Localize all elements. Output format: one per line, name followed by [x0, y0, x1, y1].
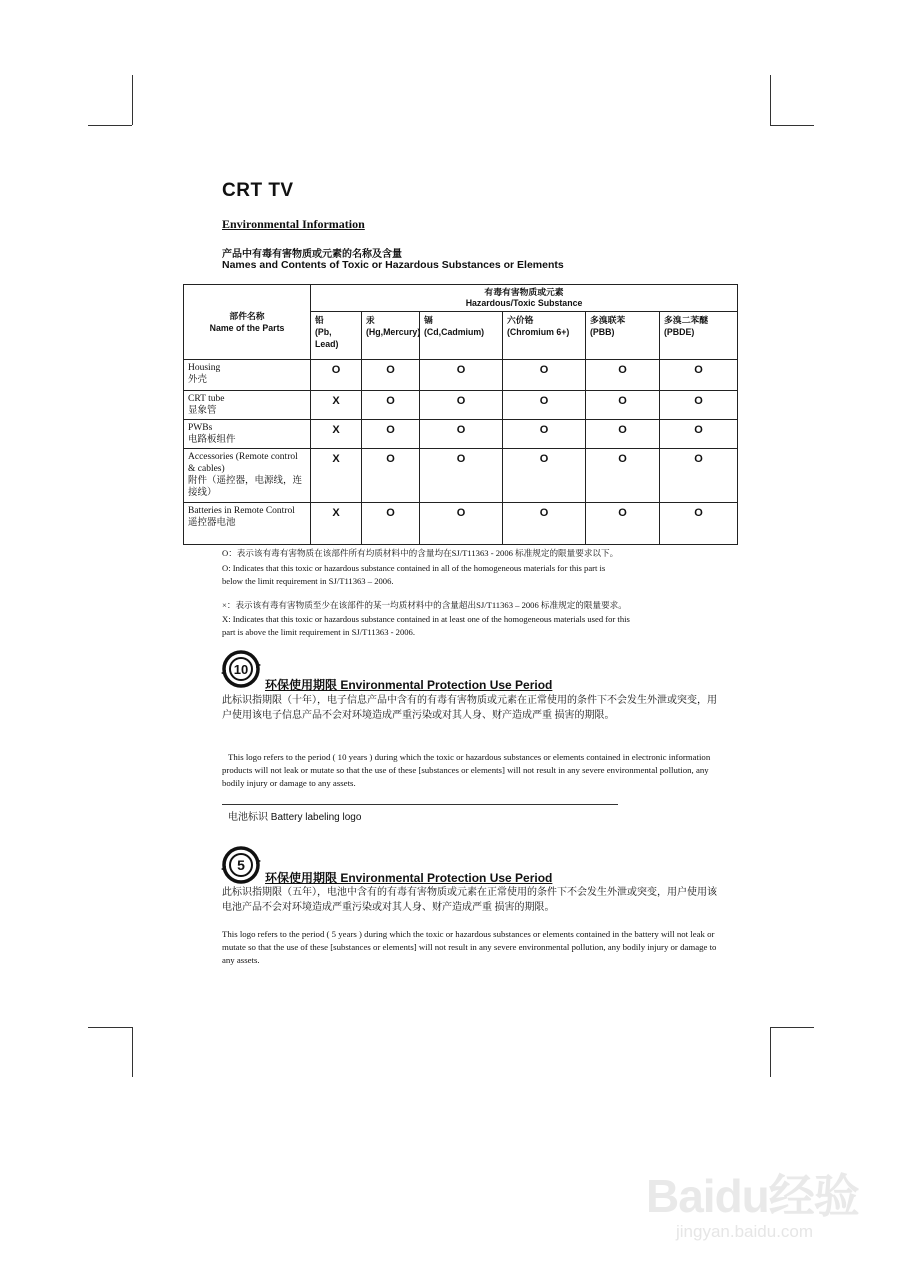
epup-5-icon	[219, 845, 263, 885]
substance-value-cell: O	[420, 449, 503, 503]
table-row	[184, 503, 738, 545]
parts-header-cn: 部件名称	[229, 311, 265, 321]
part-name-en: CRT tube	[188, 394, 225, 404]
crop-mark	[770, 125, 814, 126]
table-row	[184, 420, 738, 449]
part-name-cn: 附件（遥控器，电源线，连接线）	[188, 476, 303, 498]
column-header-cn: 六价铬	[507, 315, 534, 325]
substance-value-cell: O	[660, 391, 738, 420]
substance-value-cell: O	[586, 503, 660, 545]
substance-value-cell: O	[362, 391, 420, 420]
part-name-cell	[184, 360, 311, 391]
crop-mark	[88, 125, 132, 126]
parts-header	[184, 285, 311, 360]
divider	[222, 804, 618, 805]
epup-5-en: This logo refers to the period ( 5 years ) during which the toxic or hazardous substances or elements contained in the battery will not leak or mutate so that the use of these [substances or elements] will not result in any severe environmental pollution, any bodily injury or damage to any assets.	[222, 929, 717, 965]
column-header-en: (Chromium 6+)	[507, 327, 570, 337]
crop-mark	[770, 75, 771, 125]
substance-value-cell: O	[586, 360, 660, 391]
crop-mark	[88, 1027, 132, 1028]
column-header-cn: 多溴联苯	[590, 315, 626, 325]
substance-value-cell: O	[503, 391, 586, 420]
column-header-en: (PBB)	[590, 327, 615, 337]
epup-10-icon	[219, 649, 263, 689]
epup-10-cn: 此标识指期限（十年），电子信息产品中含有的有毒有害物质或元素在正常使用的条件下不会发生外泄或突变，用户使用该电子信息产品不会对环境造成严重污染或对其人身、财产造成严重 损害的期限。	[222, 695, 717, 721]
column-header	[362, 312, 420, 360]
column-header	[420, 312, 503, 360]
group-header-en: Hazardous/Toxic Substance	[465, 298, 583, 308]
epup-10-badge: 10	[233, 662, 249, 677]
substance-value-cell: O	[503, 360, 586, 391]
battery-label: 电池标识 Battery labeling logo	[228, 812, 362, 823]
crop-mark	[770, 1027, 814, 1028]
substance-value-cell: O	[586, 449, 660, 503]
note-x-en: X: Indicates that this toxic or hazardous substance contained in at least one of the homogeneous materials used for this part is above the limit requirement in SJ/T11363 - 2006.	[222, 614, 630, 637]
table-row	[184, 449, 738, 503]
substance-value-cell: O	[420, 503, 503, 545]
substance-value-cell: O	[503, 449, 586, 503]
group-header-cn: 有毒有害物质或元素	[484, 287, 564, 297]
parts-header-en: Name of the Parts	[209, 323, 285, 333]
substance-value-cell: O	[362, 420, 420, 449]
epup-10-title: 环保使用期限 Environmental Protection Use Period	[265, 678, 553, 692]
part-name-cell	[184, 420, 311, 449]
column-header-en: (Cd,Cadmium)	[424, 327, 485, 337]
watermark-url: jingyan.baidu.com	[676, 1222, 814, 1241]
group-header	[311, 285, 738, 312]
substance-value-cell: O	[660, 449, 738, 503]
substance-value-cell: X	[311, 449, 362, 503]
intro-cn: 产品中有毒有害物质或元素的名称及含量	[222, 249, 402, 260]
part-name-en: Batteries in Remote Control	[188, 506, 295, 516]
epup-5-badge: 5	[237, 857, 245, 873]
substance-value-cell: O	[420, 360, 503, 391]
column-header	[311, 312, 362, 360]
epup-10-en: This logo refers to the period ( 10 years ) during which the toxic or hazardous substances or elements contained in electronic information products will not leak or mutate so that the use of these [substances or elements] will not result in any severe environmental pollution, any bodily injury or damage to any assets.	[222, 752, 711, 788]
substance-value-cell: O	[420, 391, 503, 420]
substance-value-cell: O	[311, 360, 362, 391]
section-heading: Environmental Information	[222, 217, 365, 231]
substance-value-cell: O	[660, 360, 738, 391]
part-name-en: PWBs	[188, 423, 213, 433]
column-header-en: (PBDE)	[664, 327, 695, 337]
table-row	[184, 360, 738, 391]
part-name-cn: 遥控器电池	[188, 518, 236, 528]
substance-value-cell: O	[660, 420, 738, 449]
part-name-cn: 电路板组件	[188, 435, 236, 445]
substance-value-cell: O	[362, 503, 420, 545]
substance-value-cell: X	[311, 420, 362, 449]
column-header-en: (Hg,Mercury)	[366, 327, 421, 337]
substance-value-cell: X	[311, 503, 362, 545]
part-name-cn: 显象管	[188, 406, 217, 416]
substance-value-cell: O	[660, 503, 738, 545]
substance-value-cell: O	[362, 449, 420, 503]
substance-value-cell: O	[362, 360, 420, 391]
note-o-cn: O：表示该有毒有害物质在该部件所有均质材料中的含量均在SJ/T11363 - 2006 标准规定的限量要求以下。	[222, 548, 619, 558]
column-header-en: (Pb, Lead)	[315, 327, 339, 349]
substance-value-cell: O	[503, 503, 586, 545]
intro-en: Names and Contents of Toxic or Hazardous Substances or Elements	[222, 259, 564, 271]
note-x-cn: ×：表示该有毒有害物质至少在该部件的某一均质材料中的含量超出SJ/T11363 – 2006 标准规定的限量要求。	[222, 600, 627, 610]
substance-value-cell: O	[503, 420, 586, 449]
substance-value-cell: O	[420, 420, 503, 449]
epup-5-cn: 此标识指期限（五年），电池中含有的有毒有害物质或元素在正常使用的条件下不会发生外泄或突变，用户使用该电池产品不会对环境造成严重污染或对其人身、财产造成严重 损害的期限。	[222, 887, 717, 913]
crop-mark	[132, 75, 133, 125]
table-row	[184, 391, 738, 420]
part-name-cell	[184, 503, 311, 545]
note-o-en: O: Indicates that this toxic or hazardous substance contained in all of the homogeneous materials for this part is below the limit requirement in SJ/T11363 – 2006.	[222, 563, 606, 586]
column-header	[503, 312, 586, 360]
part-name-en: Accessories (Remote control & cables)	[188, 452, 298, 474]
column-header-cn: 多溴二苯醚	[664, 315, 708, 325]
page-title: CRT TV	[222, 180, 294, 201]
part-name-cn: 外壳	[188, 375, 208, 385]
crop-mark	[132, 1027, 133, 1077]
part-name-en: Housing	[188, 363, 221, 373]
part-name-cell	[184, 449, 311, 503]
substance-table	[183, 284, 738, 545]
epup-5-title: 环保使用期限 Environmental Protection Use Period	[265, 871, 553, 885]
column-header	[660, 312, 738, 360]
crop-mark	[770, 1027, 771, 1077]
substance-value-cell: O	[586, 391, 660, 420]
part-name-cell	[184, 391, 311, 420]
column-header-cn: 汞	[366, 315, 375, 325]
substance-value-cell: O	[586, 420, 660, 449]
watermark-brand: Baidu经验	[646, 1170, 859, 1222]
column-header-cn: 镉	[424, 315, 433, 325]
substance-value-cell: X	[311, 391, 362, 420]
column-header	[586, 312, 660, 360]
column-header-cn: 铅	[315, 315, 324, 325]
